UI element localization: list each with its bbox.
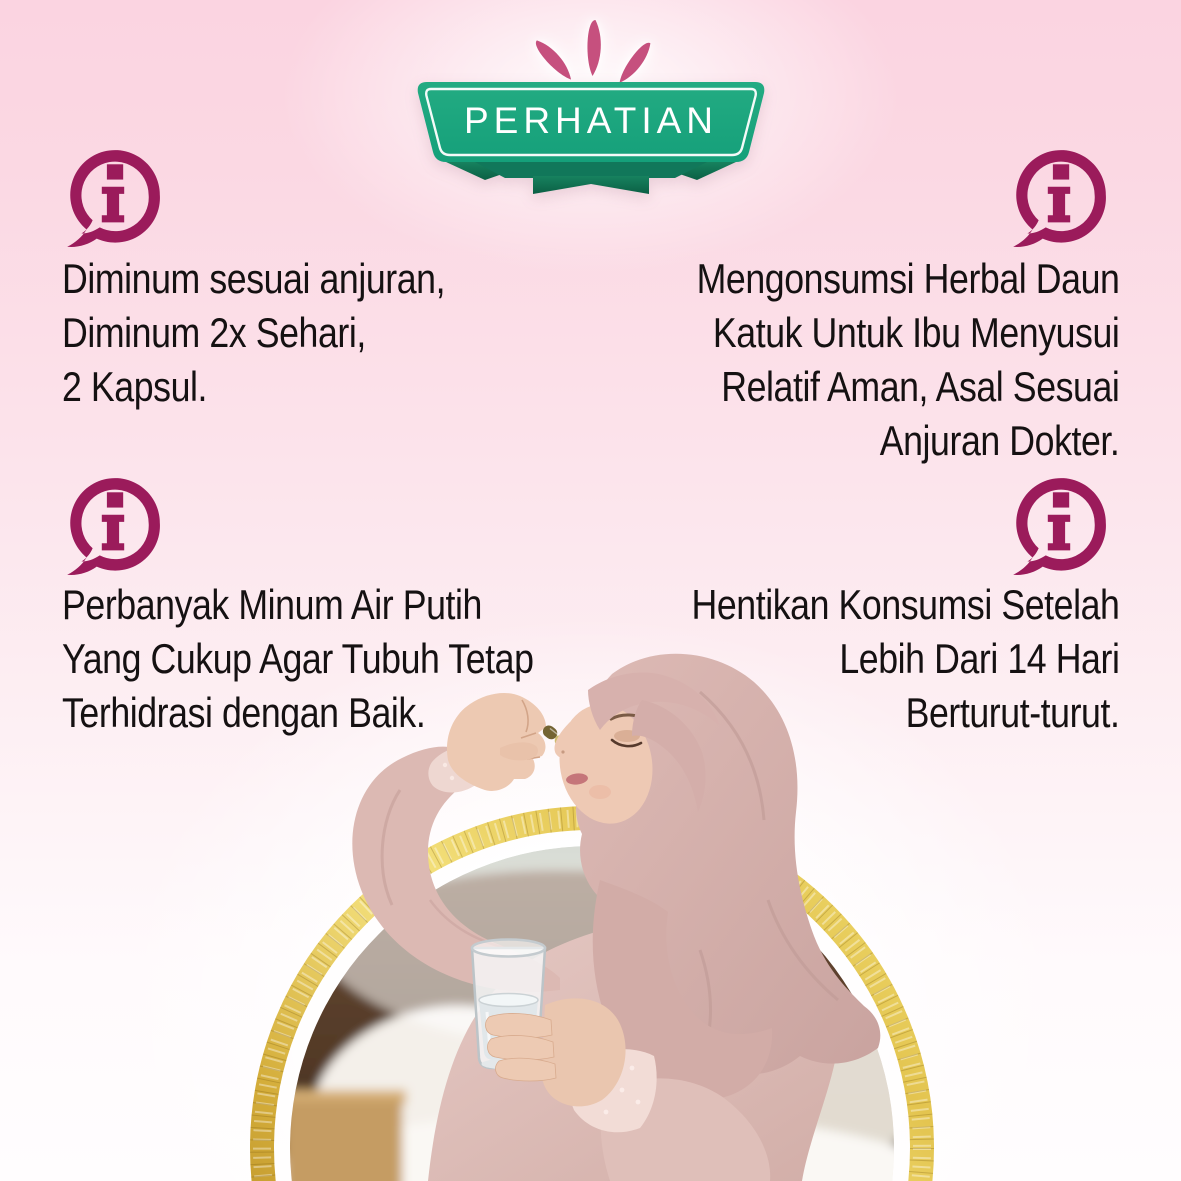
info-line: Relatif Aman, Asal Sesuai [720, 363, 1119, 410]
info-line: Anjuran Dokter. [879, 417, 1119, 464]
info-line: Terhidrasi dengan Baik. [62, 689, 426, 736]
info-line: Mengonsumsi Herbal Daun [696, 255, 1119, 302]
info-line: Berturut-turut. [905, 689, 1119, 736]
fingers-on-glass [486, 1013, 556, 1081]
photo-woman-taking-capsule [0, 600, 1181, 1181]
info-line: Perbanyak Minum Air Putih [62, 581, 482, 628]
info-speech-bubble-icon [1006, 476, 1112, 588]
info-line: Yang Cukup Agar Tubuh Tetap [62, 635, 534, 682]
hand-with-capsule [447, 693, 546, 791]
info-speech-bubble-icon [60, 148, 166, 260]
info-line: Katuk Untuk Ibu Menyusui [712, 309, 1119, 356]
banner-title: PERHATIAN [463, 100, 718, 141]
info-block-dosage [62, 252, 445, 414]
info-speech-bubble-icon [1006, 148, 1112, 260]
info-line: Diminum 2x Sehari, [62, 309, 366, 356]
info-line: Lebih Dari 14 Hari [838, 635, 1119, 682]
info-block-safety [696, 252, 1119, 468]
attention-banner [413, 80, 769, 220]
info-line: Diminum sesuai anjuran, [62, 255, 446, 302]
info-speech-bubble-icon [60, 476, 166, 588]
info-line: Hentikan Konsumsi Setelah [691, 581, 1119, 628]
info-line: 2 Kapsul. [62, 363, 208, 410]
